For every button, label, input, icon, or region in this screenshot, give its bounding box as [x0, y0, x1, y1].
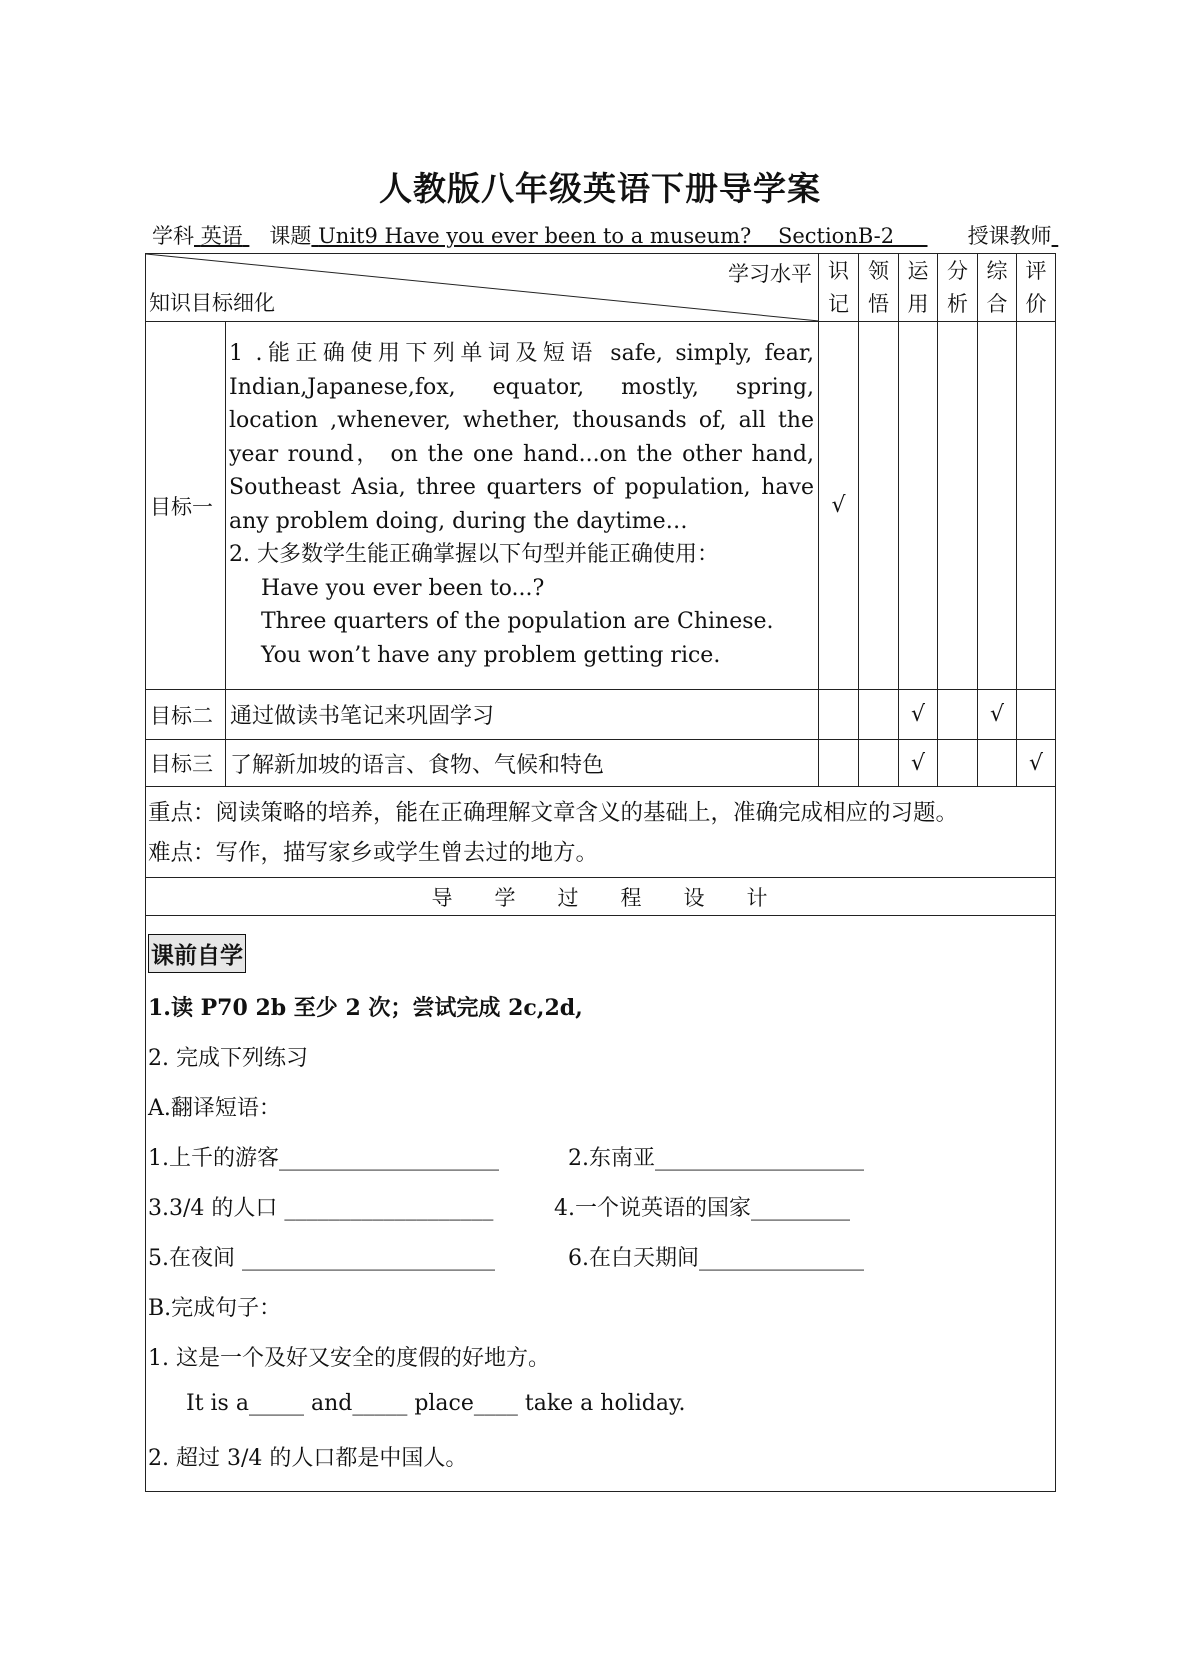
level-analyze: 分析	[938, 254, 978, 322]
self-study-heading: 课前自学	[148, 934, 246, 973]
teacher-label: 授课教师	[967, 224, 1052, 248]
difficult-point: 难点：写作，描写家乡或学生曾去过的地方。	[148, 840, 599, 866]
check-cell	[819, 690, 859, 740]
check-cell: √	[899, 740, 938, 787]
knowledge-label: 知识目标细化	[149, 291, 275, 315]
subject-value: 英语	[200, 224, 243, 248]
goal-row-1	[146, 322, 1056, 690]
level-comprehend: 领悟	[859, 254, 899, 322]
check-cell: √	[819, 322, 859, 690]
task-read: 1.读 P70 2b 至少 2 次；尝试完成 2c,2d,	[148, 995, 583, 1021]
level-recall: 识记	[819, 254, 859, 322]
study-plan-table	[145, 253, 1056, 1492]
check-cell	[938, 322, 978, 690]
goal-content: 通过做读书笔记来巩固学习	[226, 690, 819, 740]
key-points-row	[146, 787, 1056, 878]
phrase-row	[148, 1241, 1055, 1291]
phrase-item: 3.3/4 的人口 ___________________	[148, 1196, 494, 1221]
diagonal-header-cell	[146, 254, 819, 322]
check-cell	[978, 322, 1017, 690]
goal1-item1: 1 .能正确使用下列单词及短语 safe, simply, fear, Indian,Japanese,fox, equator, mostly, spring, location ,whenever, whether, thousands of, all the year round， on the one hand...on the other hand, Southeast Asia, three quarters of population, have any problem doing, during the daytime…	[229, 341, 814, 534]
check-cell: √	[899, 690, 938, 740]
level-evaluate: 评价	[1017, 254, 1056, 322]
check-cell	[938, 740, 978, 787]
goal1-item2: 2. 大多数学生能正确掌握以下句型并能正确使用：	[229, 542, 719, 567]
check-cell	[859, 690, 899, 740]
goal-label: 目标一	[146, 322, 226, 690]
self-study-cell	[146, 916, 1056, 1492]
phrase-item: 4.一个说英语的国家_________	[554, 1196, 850, 1221]
process-title-row	[146, 878, 1056, 916]
check-cell	[859, 740, 899, 787]
page-title: 人教版八年级英语下册导学案	[379, 169, 821, 208]
goal-content: 了解新加坡的语言、食物、气候和特色	[226, 740, 819, 787]
sentence-cn: 1. 这是一个及好又安全的度假的好地方。	[148, 1346, 550, 1371]
check-cell	[899, 322, 938, 690]
level-label: 学习水平	[728, 262, 812, 286]
phrase-item: 6.在白天期间_______________	[568, 1246, 864, 1271]
goal-row-3	[146, 740, 1056, 787]
check-cell	[1017, 690, 1056, 740]
phrase-item: 5.在夜间 _______________________	[148, 1246, 495, 1271]
check-cell	[859, 322, 899, 690]
sentence-pattern: Have you ever been to...?	[261, 575, 545, 601]
lesson-meta	[152, 220, 1058, 250]
check-cell: √	[978, 690, 1017, 740]
sentence-cn: 2. 超过 3/4 的人口都是中国人。	[148, 1446, 468, 1471]
check-cell	[819, 740, 859, 787]
check-cell	[978, 740, 1017, 787]
check-cell: √	[1017, 740, 1056, 787]
sentence-en: It is a_____ and_____ place____ take a holiday.	[186, 1391, 686, 1416]
sentence-pattern: Three quarters of the population are Chinese.	[261, 609, 774, 634]
key-points-cell	[146, 787, 1056, 878]
task-exercise: 2. 完成下列练习	[148, 1046, 308, 1071]
check-cell	[1017, 322, 1056, 690]
process-title: 导学过程设计	[146, 878, 1056, 916]
level-synthesize: 综合	[978, 254, 1017, 322]
sentence-pattern: You won’t have any problem getting rice.	[261, 642, 721, 668]
part-a-label: A.翻译短语：	[148, 1096, 281, 1121]
phrase-row	[148, 1191, 1055, 1241]
check-cell	[938, 690, 978, 740]
level-apply: 运用	[899, 254, 938, 322]
phrase-item: 2.东南亚___________________	[568, 1146, 864, 1171]
topic-value: Unit9 Have you ever been to a museum? SectionB-2	[318, 224, 928, 248]
goal-row-2	[146, 690, 1056, 740]
part-b-label: B.完成句子：	[148, 1296, 282, 1321]
phrase-row	[148, 1141, 1055, 1191]
self-study-row	[146, 916, 1056, 1492]
goal-content	[226, 322, 819, 690]
subject-label: 学科	[152, 224, 194, 248]
topic-label: 课题	[269, 224, 312, 248]
header-row	[146, 254, 1056, 322]
key-point: 重点：阅读策略的培养，能在正确理解文章含义的基础上，准确完成相应的习题。	[148, 800, 959, 826]
phrase-item: 1.上千的游客____________________	[148, 1146, 499, 1171]
goal-label: 目标三	[146, 740, 226, 787]
goal-label: 目标二	[146, 690, 226, 740]
